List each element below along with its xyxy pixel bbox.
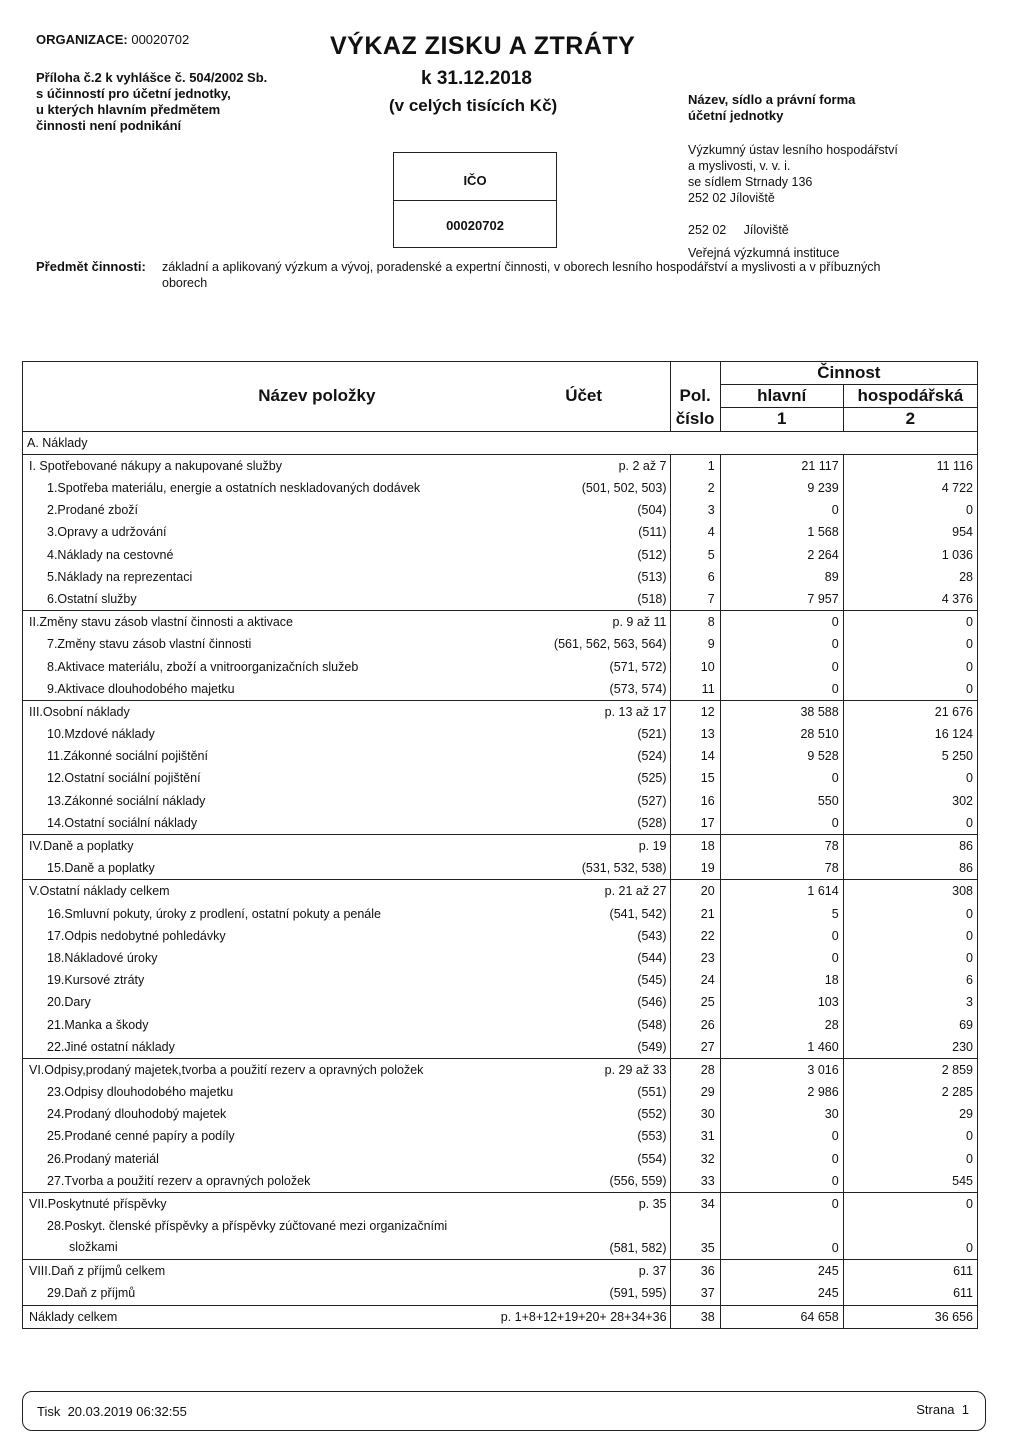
row-name-line: 28.Poskyt. členské příspěvky a příspěvky zúčtované mezi organizačními [47,1219,448,1234]
entity-heading-line: Název, sídlo a právní forma [688,92,856,107]
row-pol-number: 21 [670,903,720,925]
org-value: 00020702 [131,32,190,47]
row-account: (554) [637,1151,667,1166]
row-value-hospodarska: 0 [966,928,973,943]
row-value-hospodarska: 6 [966,973,973,988]
org-label: ORGANIZACE: [36,32,128,47]
row-value-hlavni: 245 [720,1260,843,1283]
row-account: (511) [638,525,667,540]
row-account: (544) [637,950,667,965]
print-timestamp: Tisk 20.03.2019 06:32:55 [37,1404,187,1419]
row-value-hlavni: 21 117 [720,454,843,477]
row-value-hlavni: 3 016 [720,1058,843,1081]
row-name: V.Ostatní náklady celkem [23,880,501,903]
section-a-label: A. Náklady [23,431,978,454]
row-value-hospodarska: 308 [843,880,977,903]
table-row [23,903,978,925]
entity-address [688,142,948,206]
row-value-hospodarska: 21 676 [843,700,977,723]
row-account: (543) [637,928,667,943]
row-value-hlavni: 64 658 [720,1305,843,1328]
row-pol-number: 19 [670,857,720,880]
row-name: 26.Prodaný materiál [47,1151,159,1166]
row-value-hlavni: 0 [720,1215,843,1260]
row-value-hospodarska: 28 [959,569,973,584]
row-account: p. 13 až 17 [501,700,670,723]
row-name: Náklady celkem [23,1305,501,1328]
row-account: (528) [637,815,667,830]
row-name-line: složkami [69,1240,118,1255]
row-value-hlavni: 1 568 [720,521,843,543]
row-pol-number: 17 [670,812,720,835]
row-value-hospodarska: 2 285 [941,1085,973,1100]
row-name: 23.Odpisy dlouhodobého majetku [47,1085,234,1100]
priloha-line: činnosti není podnikání [36,118,182,133]
row-value-hlavni: 7 957 [720,588,843,611]
row-account: (551) [637,1085,667,1100]
row-name: VI.Odpisy,prodaný majetek,tvorba a použití rezerv a opravných položek [23,1058,501,1081]
row-account: (518) [637,591,667,606]
row-value-hospodarska: 954 [952,525,973,540]
table-row [23,723,978,745]
row-pol-number: 38 [670,1305,720,1328]
row-account: p. 29 až 33 [501,1058,670,1081]
row-value-hospodarska: 0 [966,771,973,786]
row-account: (513) [637,569,667,584]
table-row [23,880,978,903]
table-row [23,1305,978,1328]
row-value-hospodarska: 29 [959,1107,973,1122]
table-row [23,678,978,701]
row-value-hlavni: 28 510 [720,723,843,745]
row-name: 22.Jiné ostatní náklady [47,1039,175,1054]
row-pol-number: 37 [670,1282,720,1305]
row-pol-number: 16 [670,790,720,812]
table-header-row-1 [23,362,978,385]
row-pol-number: 25 [670,991,720,1013]
col-pol-spacer [670,362,720,385]
row-pol-number: 14 [670,745,720,767]
row-pol-number: 15 [670,767,720,789]
table-row [23,588,978,611]
row-account: p. 19 [501,834,670,857]
row-value-hospodarska: 0 [843,611,977,634]
table-row [23,1125,978,1147]
row-value-hospodarska: 611 [953,1286,973,1301]
col-pol-header: Pol. [670,385,720,408]
row-account: (524) [637,749,667,764]
table-row [23,1192,978,1215]
row-pol-number: 11 [670,678,720,701]
table-row [23,611,978,634]
row-pol-number: 9 [670,633,720,655]
row-value-hospodarska: 0 [966,681,973,696]
row-name: 16.Smluvní pokuty, úroky z prodlení, ostatní pokuty a penále [47,906,381,921]
row-pol-number: 10 [670,655,720,677]
row-account: (571, 572) [609,659,667,674]
col-2-header: 2 [905,409,916,429]
row-value-hlavni: 0 [720,925,843,947]
row-pol-number: 31 [670,1125,720,1147]
table-row [23,991,978,1013]
row-pol-number: 3 [670,499,720,521]
row-pol-number: 4 [670,521,720,543]
row-pol-number: 34 [670,1192,720,1215]
row-name: 3.Opravy a udržování [47,525,167,540]
table-row [23,857,978,880]
row-value-hlavni: 78 [720,857,843,880]
row-value-hlavni: 0 [720,633,843,655]
row-name: 18.Nákladové úroky [47,950,158,965]
row-value-hlavni: 103 [720,991,843,1013]
row-pol-number: 8 [670,611,720,634]
table-row [23,834,978,857]
row-value-hlavni: 9 239 [720,477,843,499]
row-name: 21.Manka a škody [47,1017,149,1032]
row-pol-number: 29 [670,1081,720,1103]
table-row [23,969,978,991]
row-value-hospodarska: 1 036 [941,547,973,562]
row-value-hospodarska: 11 116 [843,454,977,477]
row-name: IV.Daně a poplatky [23,834,501,857]
table-row [23,1103,978,1125]
row-value-hospodarska: 69 [959,1017,973,1032]
row-account: (504) [637,503,667,518]
row-value-hospodarska: 545 [952,1173,973,1188]
row-account: (541, 542) [609,906,667,921]
row-value-hospodarska: 4 722 [941,481,973,496]
page-title: VÝKAZ ZISKU A ZTRÁTY [330,32,636,60]
row-account: p. 21 až 27 [501,880,670,903]
row-value-hospodarska: 3 [966,995,973,1010]
row-value-hospodarska: 0 [966,659,973,674]
page-footer [22,1391,986,1431]
address-line: 252 02 Jíloviště [688,191,775,205]
col-cinnost-header: Činnost [720,362,977,385]
priloha-line: Příloha č.2 k vyhlášce č. 504/2002 Sb. [36,70,268,85]
row-value-hospodarska: 5 250 [941,749,973,764]
row-name: 14.Ostatní sociální náklady [47,815,198,830]
entity-city: 252 02 Jíloviště [688,223,789,237]
row-pol-number: 24 [670,969,720,991]
row-name: 4.Náklady na cestovné [47,547,174,562]
table-row [23,544,978,566]
row-name: II.Změny stavu zásob vlastní činnosti a aktivace [23,611,501,634]
table-row [23,1036,978,1059]
row-name: III.Osobní náklady [23,700,501,723]
row-name: I. Spotřebované nákupy a nakupované služby [23,454,501,477]
row-value-hlavni: 78 [720,834,843,857]
row-value-hospodarska: 0 [966,1151,973,1166]
row-account: p. 35 [501,1192,670,1215]
row-account: (549) [637,1039,667,1054]
row-name: 20.Dary [47,995,91,1010]
row-pol-number: 18 [670,834,720,857]
row-name: 2.Prodané zboží [47,503,139,518]
col-1-header: 1 [720,408,843,431]
row-value-hospodarska: 0 [843,1192,977,1215]
row-name: VII.Poskytnuté příspěvky [23,1192,501,1215]
organization [36,32,189,47]
row-value-hospodarska: 86 [959,861,973,876]
row-value-hlavni: 0 [720,1170,843,1193]
row-value-hospodarska: 4 376 [941,591,973,606]
row-value-hlavni: 0 [720,1148,843,1170]
row-value-hlavni: 5 [720,903,843,925]
row-value-hlavni: 0 [720,655,843,677]
row-value-hlavni: 245 [720,1282,843,1305]
row-pol-number: 2 [670,477,720,499]
row-account: (527) [637,793,667,808]
row-pol-number: 7 [670,588,720,611]
row-account: (512) [637,547,667,562]
table-row [23,1081,978,1103]
row-value-hospodarska: 611 [843,1260,977,1283]
section-row [23,431,978,454]
table-row [23,1058,978,1081]
row-value-hospodarska: 0 [966,1241,973,1256]
table-row [23,1215,978,1260]
row-pol-number: 22 [670,925,720,947]
row-pol-number: 1 [670,454,720,477]
row-value-hospodarska: 0 [966,637,973,652]
table-row [23,812,978,835]
row-name: 24.Prodaný dlouhodobý majetek [47,1107,227,1122]
row-value-hospodarska: 16 124 [934,727,973,742]
row-pol-number: 32 [670,1148,720,1170]
ico-box [393,152,557,248]
row-pol-number: 33 [670,1170,720,1193]
col-hlavni-header: hlavní [720,385,843,408]
row-name: 25.Prodané cenné papíry a podíly [47,1129,235,1144]
row-name: 8.Aktivace materiálu, zboží a vnitroorganizačních služeb [47,659,359,674]
row-pol-number: 5 [670,544,720,566]
priloha-note [36,70,336,134]
row-value-hospodarska: 0 [966,1129,973,1144]
row-value-hlavni: 1 614 [720,880,843,903]
entity-heading [688,92,948,124]
row-name: 19.Kursové ztráty [47,973,145,988]
row-value-hospodarska: 86 [843,834,977,857]
table-row [23,1282,978,1305]
priloha-line: s účinností pro účetní jednotky, [36,86,231,101]
report-units: (v celých tisících Kč) [389,96,558,115]
table-row [23,1260,978,1283]
row-value-hospodarska: 0 [966,950,973,965]
ico-label: IČO [394,153,556,201]
row-value-hospodarska: 302 [952,793,973,808]
priloha-line: u kterých hlavním předmětem [36,102,221,117]
row-account: p. 1+8+12+19+20+ 28+34+36 [501,1305,670,1328]
row-value-hlavni: 0 [720,767,843,789]
row-name: 17.Odpis nedobytné pohledávky [47,928,226,943]
row-account: (521) [637,727,667,742]
table-row [23,566,978,588]
table-row [23,745,978,767]
row-value-hlavni: 1 460 [720,1036,843,1059]
row-name: 7.Změny stavu zásob vlastní činnosti [47,637,252,652]
row-pol-number: 12 [670,700,720,723]
table-row [23,767,978,789]
address-line: Výzkumný ústav lesního hospodářství [688,143,898,157]
row-value-hlavni: 38 588 [720,700,843,723]
row-name: VIII.Daň z příjmů celkem [23,1260,501,1283]
row-pol-number: 13 [670,723,720,745]
row-value-hlavni: 18 [720,969,843,991]
col-pol2-header: číslo [670,408,720,431]
table-row [23,1013,978,1035]
row-account: (501, 502, 503) [581,481,667,496]
table-row [23,454,978,477]
row-account: (546) [637,995,667,1010]
row-account: (545) [637,973,667,988]
row-name: 1.Spotřeba materiálu, energie a ostatních neskladovaných dodávek [47,481,421,496]
report-date: k 31.12.2018 [421,68,532,89]
row-account: p. 2 až 7 [501,454,670,477]
row-value-hospodarska: 36 656 [843,1305,977,1328]
address-line: a myslivosti, v. v. i. [688,159,791,173]
row-account: p. 37 [501,1260,670,1283]
table-row [23,790,978,812]
row-account: p. 9 až 11 [501,611,670,634]
table-row [23,947,978,969]
row-account: (531, 532, 538) [581,861,667,876]
row-value-hlavni: 28 [720,1013,843,1035]
row-account: (556, 559) [609,1173,667,1188]
col-name-header: Název položky [258,386,376,406]
row-pol-number: 23 [670,947,720,969]
row-name: 12.Ostatní sociální pojištění [47,771,201,786]
entity-heading-line: účetní jednotky [688,108,784,123]
row-name: 13.Zákonné sociální náklady [47,793,206,808]
row-value-hospodarska: 0 [966,815,973,830]
row-account: (552) [637,1107,667,1122]
row-name: 27.Tvorba a použití rezerv a opravných položek [47,1173,311,1188]
row-name: 11.Zákonné sociální pojištění [47,749,208,764]
table-row [23,655,978,677]
row-name: 9.Aktivace dlouhodobého majetku [47,681,235,696]
row-value-hlavni: 0 [720,1125,843,1147]
row-account: (581, 582) [609,1241,667,1256]
row-account: (553) [637,1129,667,1144]
row-pol-number: 30 [670,1103,720,1125]
row-name: 15.Daně a poplatky [47,861,155,876]
row-name: 10.Mzdové náklady [47,727,155,742]
row-value-hlavni: 0 [720,499,843,521]
row-value-hospodarska: 0 [966,503,973,518]
row-value-hlavni: 89 [720,566,843,588]
row-value-hospodarska: 2 859 [843,1058,977,1081]
entity-legal-form: Veřejná výzkumná instituce [688,246,840,260]
table-row [23,700,978,723]
table-row [23,633,978,655]
row-pol-number: 27 [670,1036,720,1059]
col-hosp-header: hospodářská [843,385,977,408]
table-row [23,521,978,543]
row-value-hlavni: 550 [720,790,843,812]
predmet-label: Předmět činnosti: [36,259,146,274]
row-pol-number: 6 [670,566,720,588]
table-row [23,1148,978,1170]
row-account: (573, 574) [609,681,667,696]
row-account: (548) [637,1017,667,1032]
row-value-hlavni: 0 [720,678,843,701]
table-row [23,925,978,947]
row-name: 5.Náklady na reprezentaci [47,569,193,584]
table-row [23,499,978,521]
row-name: 29.Daň z příjmů [47,1286,136,1301]
ico-value: 00020702 [446,218,504,233]
row-account: (525) [637,771,667,786]
col-ucet-header: Účet [565,386,603,406]
table-row [23,1170,978,1193]
predmet-text: základní a aplikovaný výzkum a vývoj, poradenské a expertní činnosti, v oborech lesního hospodářství a myslivosti a v příbuzných oborech [162,260,881,290]
row-pol-number: 28 [670,1058,720,1081]
row-pol-number: 20 [670,880,720,903]
row-account: (591, 595) [609,1286,667,1301]
row-value-hlavni: 2 264 [720,544,843,566]
row-pol-number: 35 [670,1215,720,1260]
pl-table [22,361,978,1329]
row-name [23,1215,501,1260]
table-row [23,477,978,499]
row-value-hlavni: 9 528 [720,745,843,767]
row-value-hlavni: 0 [720,947,843,969]
row-value-hlavni: 0 [720,812,843,835]
row-value-hlavni: 0 [720,611,843,634]
address-line: se sídlem Strnady 136 [688,175,813,189]
row-pol-number: 36 [670,1260,720,1283]
row-account: (561, 562, 563, 564) [553,637,667,652]
row-value-hospodarska: 230 [952,1039,973,1054]
row-name: 6.Ostatní služby [47,591,137,606]
row-value-hlavni: 30 [720,1103,843,1125]
row-pol-number: 26 [670,1013,720,1035]
row-value-hlavni: 2 986 [720,1081,843,1103]
row-value-hospodarska: 0 [966,906,973,921]
row-value-hlavni: 0 [720,1192,843,1215]
page-number: Strana 1 [916,1402,969,1417]
